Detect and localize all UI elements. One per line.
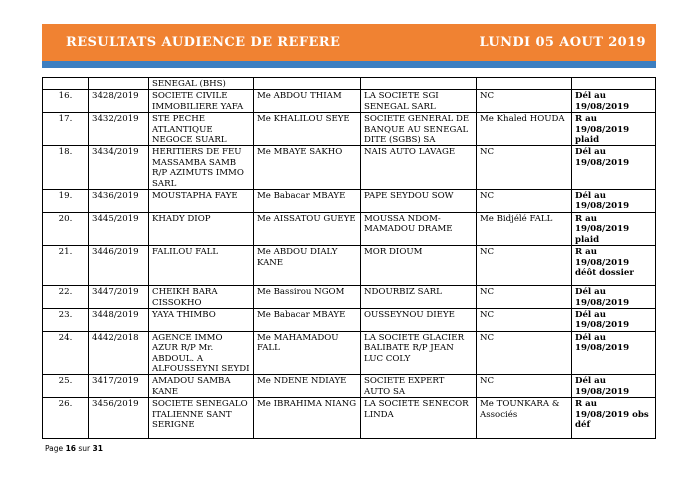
table-row <box>43 246 656 286</box>
plaintiff-cell: HERITIERS DE FEU MASSAMBA SAMB R/P AZIMUTS IMMO SARL <box>149 146 254 190</box>
results-rows <box>43 78 656 439</box>
case-ref-cell: 3432/2019 <box>89 113 149 146</box>
plaintiff-cell: SENEGAL (BHS) <box>149 78 254 90</box>
case-ref-cell: 3456/2019 <box>89 398 149 439</box>
header-banner <box>42 24 656 68</box>
case-number-cell: 22. <box>43 286 89 309</box>
defendant-cell: NAIS AUTO LAVAGE <box>361 146 477 190</box>
case-ref-cell: 3417/2019 <box>89 375 149 398</box>
defendant-cell: LA SOCIETE SENECOR LINDA <box>361 398 477 439</box>
table-row <box>43 90 656 113</box>
defendant-cell: OUSSEYNOU DIEYE <box>361 308 477 331</box>
page-sep: sur <box>78 444 91 453</box>
defendant-lawyer-cell: NC <box>477 190 572 213</box>
page-current: 16 <box>65 444 76 453</box>
defendant-cell: PAPE SEYDOU SOW <box>361 190 477 213</box>
case-number-cell: 26. <box>43 398 89 439</box>
defendant-cell: SOCIETE EXPERT AUTO SA <box>361 375 477 398</box>
decision-cell: R au 19/08/2019 déôt dossier <box>572 246 656 286</box>
plaintiff-cell: AGENCE IMMO AZUR R/P Mr. ABDOUL. A ALFOUSSEYNI SEYDI <box>149 331 254 375</box>
plaintiff-lawyer-cell: Me NDENE NDIAYE <box>254 375 361 398</box>
plaintiff-cell: KHADY DIOP <box>149 212 254 245</box>
case-number-cell: 24. <box>43 331 89 375</box>
decision-cell <box>572 78 656 90</box>
case-ref-cell: 3428/2019 <box>89 90 149 113</box>
defendant-cell: SOCIETE GENERAL DE BANQUE AU SENEGAL DITE (SGBS) SA <box>361 113 477 146</box>
plaintiff-lawyer-cell: Me KHALILOU SEYE <box>254 113 361 146</box>
decision-cell: Dél au 19/08/2019 <box>572 308 656 331</box>
table-row <box>43 331 656 375</box>
table-row <box>43 113 656 146</box>
defendant-cell: MOR DIOUM <box>361 246 477 286</box>
hearing-date: LUNDI 05 AOUT 2019 <box>479 35 646 50</box>
plaintiff-cell: YAYA THIMBO <box>149 308 254 331</box>
plaintiff-lawyer-cell: Me ABDOU THIAM <box>254 90 361 113</box>
table-row <box>43 78 656 90</box>
decision-cell: Dél au 19/08/2019 <box>572 90 656 113</box>
defendant-lawyer-cell: NC <box>477 375 572 398</box>
results-table <box>42 77 656 439</box>
case-ref-cell: 3446/2019 <box>89 246 149 286</box>
defendant-lawyer-cell: Me Khaled HOUDA <box>477 113 572 146</box>
table-row <box>43 375 656 398</box>
case-number-cell: 21. <box>43 246 89 286</box>
plaintiff-lawyer-cell: Me Bassirou NGOM <box>254 286 361 309</box>
plaintiff-lawyer-cell: Me AISSATOU GUEYE <box>254 212 361 245</box>
plaintiff-lawyer-cell: Me Babacar MBAYE <box>254 190 361 213</box>
defendant-lawyer-cell: Me Bidjélé FALL <box>477 212 572 245</box>
defendant-cell: LA SOCIETE SGI SENEGAL SARL <box>361 90 477 113</box>
defendant-lawyer-cell: NC <box>477 146 572 190</box>
table-row <box>43 308 656 331</box>
defendant-cell: NDOURBIZ SARL <box>361 286 477 309</box>
case-ref-cell: 3436/2019 <box>89 190 149 213</box>
decision-cell: Dél au 19/08/2019 <box>572 286 656 309</box>
defendant-lawyer-cell: Me TOUNKARA & Associés <box>477 398 572 439</box>
plaintiff-lawyer-cell: Me ABDOU DIALY KANE <box>254 246 361 286</box>
defendant-lawyer-cell: NC <box>477 308 572 331</box>
case-ref-cell: 3434/2019 <box>89 146 149 190</box>
decision-cell: Dél au 19/08/2019 <box>572 375 656 398</box>
case-number-cell: 16. <box>43 90 89 113</box>
page-title: RESULTATS AUDIENCE DE REFERE <box>66 35 341 50</box>
table-row <box>43 190 656 213</box>
table-row <box>43 146 656 190</box>
decision-cell: R au 19/08/2019 plaid <box>572 212 656 245</box>
defendant-cell <box>361 78 477 90</box>
defendant-lawyer-cell <box>477 78 572 90</box>
page-footer <box>45 444 103 453</box>
case-number-cell <box>43 78 89 90</box>
page-total: 31 <box>92 444 103 453</box>
plaintiff-lawyer-cell: Me MAHAMADOU FALL <box>254 331 361 375</box>
page-label: Page <box>45 444 64 453</box>
case-ref-cell: 3447/2019 <box>89 286 149 309</box>
defendant-cell: LA SOCIETE GLACIER BALIBATE R/P JEAN LUC COLY <box>361 331 477 375</box>
table-row <box>43 398 656 439</box>
defendant-lawyer-cell: NC <box>477 286 572 309</box>
plaintiff-cell: AMADOU SAMBA KANE <box>149 375 254 398</box>
decision-cell: R au 19/08/2019 plaid <box>572 113 656 146</box>
decision-cell: Dél au 19/08/2019 <box>572 146 656 190</box>
case-number-cell: 18. <box>43 146 89 190</box>
plaintiff-lawyer-cell: Me MBAYE SAKHO <box>254 146 361 190</box>
plaintiff-cell: SOCIETE CIVILE IMMOBILIERE YAFA <box>149 90 254 113</box>
decision-cell: Dél au 19/08/2019 <box>572 331 656 375</box>
plaintiff-cell: SOCIETE SENEGALO ITALIENNE SANT SERIGNE <box>149 398 254 439</box>
plaintiff-lawyer-cell <box>254 78 361 90</box>
case-number-cell: 25. <box>43 375 89 398</box>
decision-cell: Dél au 19/08/2019 <box>572 190 656 213</box>
case-ref-cell: 3445/2019 <box>89 212 149 245</box>
defendant-cell: MOUSSA NDOM- MAMADOU DRAME <box>361 212 477 245</box>
defendant-lawyer-cell: NC <box>477 90 572 113</box>
plaintiff-cell: FALILOU FALL <box>149 246 254 286</box>
case-ref-cell: 3448/2019 <box>89 308 149 331</box>
case-number-cell: 17. <box>43 113 89 146</box>
plaintiff-lawyer-cell: Me IBRAHIMA NIANG <box>254 398 361 439</box>
table-row <box>43 212 656 245</box>
case-number-cell: 23. <box>43 308 89 331</box>
case-number-cell: 20. <box>43 212 89 245</box>
plaintiff-cell: STE PECHE ATLANTIQUE NEGOCE SUARL <box>149 113 254 146</box>
plaintiff-cell: CHEIKH BARA CISSOKHO <box>149 286 254 309</box>
defendant-lawyer-cell: NC <box>477 246 572 286</box>
plaintiff-lawyer-cell: Me Babacar MBAYE <box>254 308 361 331</box>
table-row <box>43 286 656 309</box>
plaintiff-cell: MOUSTAPHA FAYE <box>149 190 254 213</box>
case-ref-cell: 4442/2018 <box>89 331 149 375</box>
case-number-cell: 19. <box>43 190 89 213</box>
decision-cell: R au 19/08/2019 obs déf <box>572 398 656 439</box>
defendant-lawyer-cell: NC <box>477 331 572 375</box>
case-ref-cell <box>89 78 149 90</box>
